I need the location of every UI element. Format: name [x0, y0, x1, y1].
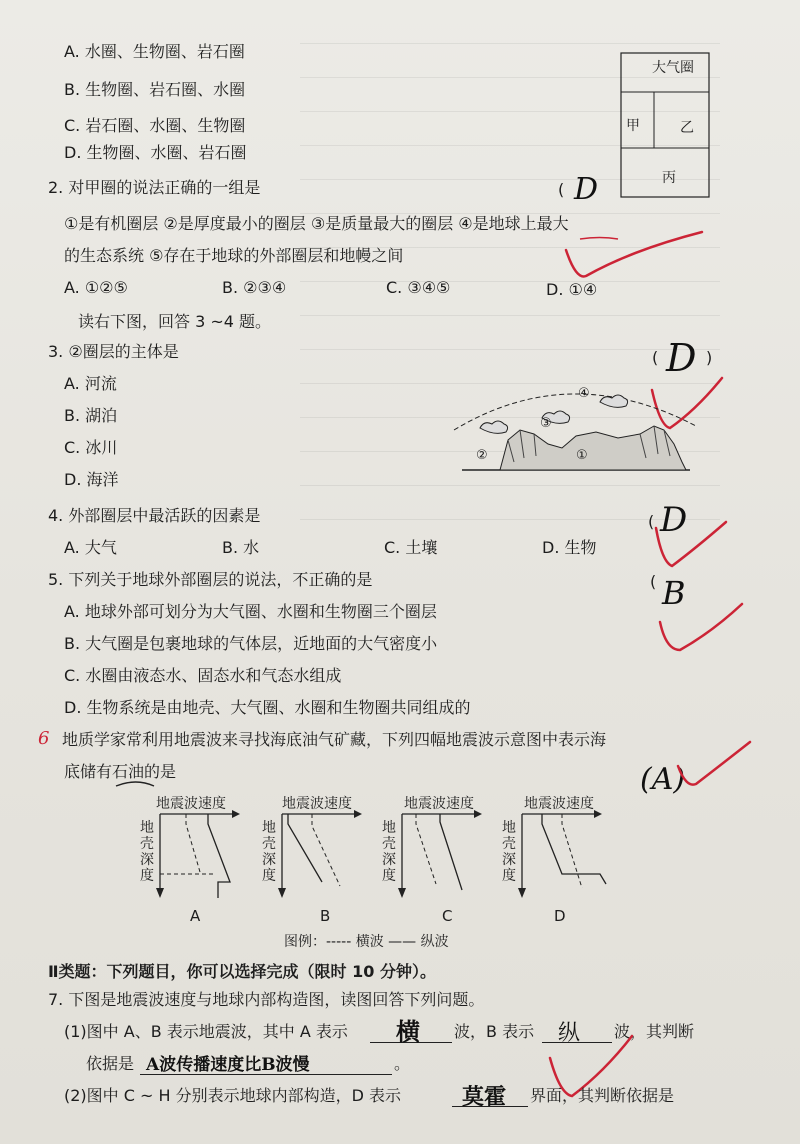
q2-stem: 2. 对甲圈的说法正确的一组是: [48, 178, 261, 197]
seismic-chart-a: [160, 810, 240, 900]
q5-stem: 5. 下列关于地球外部圈层的说法，不正确的是: [48, 570, 373, 589]
chart-a-label: A: [190, 907, 201, 925]
q7-p1-basis-label: 依据是: [86, 1054, 135, 1073]
q7-answer-a: 横: [396, 1017, 420, 1046]
seismic-chart-d: [522, 810, 612, 900]
chart-a-y-title: 地 壳 深 度: [140, 820, 154, 884]
q7-answer-b: 纵: [558, 1021, 581, 1046]
sphere-left-label: 甲: [626, 118, 640, 134]
q2-option-b: B. ②③④: [222, 278, 287, 297]
chart-c-x-title: 地震波速度: [404, 796, 474, 812]
q7-p1-end: 。: [394, 1054, 411, 1073]
q5-option-c: C. 水圈由液态水、固态水和气态水组成: [64, 666, 342, 685]
seismic-chart-b: [282, 810, 362, 900]
q2-option-a: A. ①②⑤: [64, 278, 128, 297]
q1-option-b: B. 生物圈、岩石圈、水圈: [64, 80, 246, 99]
q5-check-mark: [656, 600, 746, 656]
sphere-top-label: 大气圈: [652, 60, 694, 76]
chart-d-label: D: [554, 907, 566, 925]
q3-answer: D: [666, 336, 697, 380]
q5-paren: (: [650, 572, 657, 591]
q2-paren: (: [558, 180, 565, 199]
q6-check-mark: [676, 740, 756, 790]
q2-line1: ①是有机圈层 ②是厚度最小的圈层 ③是质量最大的圈层 ④是地球上最大: [64, 214, 569, 233]
q5-answer: B: [662, 574, 686, 612]
q7-answer-basis: A波传播速度比B波慢: [146, 1055, 310, 1075]
seismic-legend: 图例：----- 横波 —— 纵波: [284, 934, 449, 950]
chart-c-label: C: [442, 907, 453, 925]
q4-stem: 4. 外部圈层中最活跃的因素是: [48, 506, 261, 525]
q3-option-d: D. 海洋: [64, 470, 119, 489]
q1-option-a: A. 水圈、生物圈、岩石圈: [64, 42, 245, 61]
q7-answer-d: 莫霍: [462, 1084, 507, 1110]
globe-label-3: ③: [540, 416, 552, 431]
q6-line1: 地质学家常利用地震波来寻找海底油气矿藏，下列四幅地震波示意图中表示海: [62, 730, 607, 749]
q4-option-d: D. 生物: [542, 538, 597, 557]
q5-option-a: A. 地球外部可划分为大气圈、水圈和生物圈三个圈层: [64, 602, 437, 621]
seismic-chart-c: [402, 810, 482, 900]
q4-check-mark: [652, 518, 732, 574]
q2-answer: D: [574, 172, 599, 207]
globe-label-1: ①: [576, 448, 588, 463]
chart-a-x-title: 地震波速度: [156, 796, 226, 812]
chart-d-x-title: 地震波速度: [524, 796, 594, 812]
q2-option-d: D. ①④: [546, 280, 598, 299]
q2-underline: [580, 236, 620, 242]
q2-line2: 的生态系统 ⑤存在于地球的外部圈层和地幔之间: [64, 246, 404, 265]
q7-p2-part-b: 界面，其判断依据是: [530, 1086, 675, 1105]
q6-answer: (A): [640, 762, 686, 797]
q6-line2: 底储有石油的是: [64, 762, 177, 781]
q3-stem: 3. ②圈层的主体是: [48, 342, 179, 361]
q7-p1-part-c: 波，其判断: [614, 1022, 695, 1041]
q2-option-c: C. ③④⑤: [386, 278, 451, 297]
q7-p1-part-a: (1)图中 A、B 表示地震波，其中 A 表示: [64, 1022, 348, 1041]
q7-stem: 7. 下图是地震波速度与地球内部构造图，读图回答下列问题。: [48, 990, 485, 1009]
q3-option-a: A. 河流: [64, 374, 117, 393]
q3-option-c: C. 冰川: [64, 438, 118, 457]
q4-option-c: C. 土壤: [384, 538, 438, 557]
q7-p2-part-a: (2)图中 C ~ H 分别表示地球内部构造，D 表示: [64, 1086, 402, 1105]
read-note: 读右下图，回答 3 ~4 题。: [78, 312, 272, 331]
chart-b-x-title: 地震波速度: [282, 796, 352, 812]
q3-paren-open: (: [652, 348, 659, 367]
chart-d-y-title: 地 壳 深 度: [502, 820, 516, 884]
q1-option-c: C. 岩石圈、水圈、生物圈: [64, 116, 246, 135]
q5-option-d: D. 生物系统是由地壳、大气圈、水圈和生物圈共同组成的: [64, 698, 471, 717]
chart-c-y-title: 地 壳 深 度: [382, 820, 396, 884]
sphere-bottom-label: 丙: [662, 170, 676, 186]
chart-b-y-title: 地 壳 深 度: [262, 820, 276, 884]
globe-label-4: ④: [578, 386, 590, 401]
q6-number-mark: 6: [38, 728, 50, 749]
globe-label-2: ②: [476, 448, 488, 463]
q6-oil-underline: [116, 780, 156, 790]
q4-option-a: A. 大气: [64, 538, 117, 557]
sphere-middle-label: 乙: [680, 120, 694, 136]
q1-option-d: D. 生物圈、水圈、岩石圈: [64, 143, 247, 162]
section-2-title: Ⅱ类题：下列题目，你可以选择完成（限时 10 分钟）。: [48, 962, 436, 981]
q4-paren: (: [648, 512, 655, 531]
q4-answer: D: [660, 500, 688, 540]
q3-paren-close: ): [706, 348, 713, 367]
q4-option-b: B. 水: [222, 538, 260, 557]
q5-option-b: B. 大气圈是包裹地球的气体层，近地面的大气密度小: [64, 634, 438, 653]
q7-p1-part-b: 波，B 表示: [454, 1022, 535, 1041]
q3-option-b: B. 湖泊: [64, 406, 118, 425]
chart-b-label: B: [320, 907, 331, 925]
